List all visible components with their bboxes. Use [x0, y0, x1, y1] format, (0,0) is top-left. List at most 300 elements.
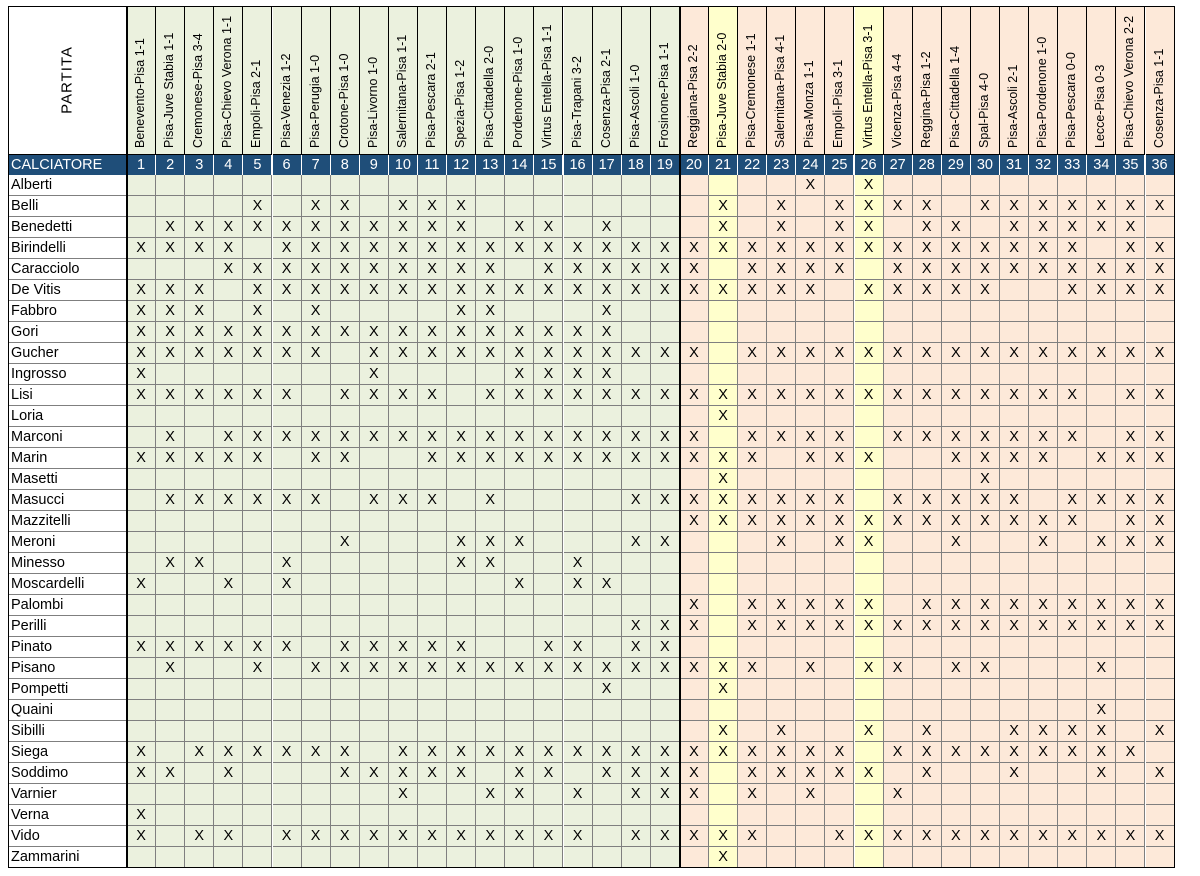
appearance-cell [622, 364, 651, 385]
appearance-cell [534, 700, 563, 721]
appearance-cell [156, 364, 185, 385]
appearance-cell [855, 637, 884, 658]
appearance-cell: X [942, 385, 971, 406]
appearance-cell [273, 679, 302, 700]
appearance-cell: X [331, 763, 360, 784]
appearance-cell [622, 511, 651, 532]
appearance-cell [185, 679, 214, 700]
appearance-cell: X [360, 322, 389, 343]
appearance-cell [214, 847, 243, 868]
appearance-cell [331, 490, 360, 511]
player-name: Marconi [8, 427, 127, 448]
appearance-cell: X [1116, 343, 1145, 364]
appearance-cell: X [302, 742, 331, 763]
appearance-cell [971, 637, 1000, 658]
appearance-cell: X [622, 490, 651, 511]
appearance-cell: X [534, 322, 563, 343]
appearance-cell [1146, 658, 1175, 679]
appearance-cell [505, 553, 534, 574]
match-name: Pisa-Chievo Verona 2-2 [1122, 15, 1137, 148]
appearance-cell [651, 511, 680, 532]
appearance-cell: X [622, 259, 651, 280]
appearance-cell [243, 406, 272, 427]
appearance-cell [243, 553, 272, 574]
match-number-26: 26 [855, 155, 884, 175]
appearance-cell [622, 301, 651, 322]
appearance-cell: X [1000, 196, 1029, 217]
appearance-cell: X [680, 343, 709, 364]
appearance-cell [447, 679, 476, 700]
appearance-cell [1058, 532, 1087, 553]
appearance-cell [971, 847, 1000, 868]
appearance-cell [855, 364, 884, 385]
appearance-cell [389, 448, 418, 469]
appearance-cell [214, 721, 243, 742]
appearance-cell [185, 469, 214, 490]
appearance-cell: X [564, 280, 593, 301]
appearance-cell: X [796, 784, 825, 805]
appearance-cell: X [738, 343, 767, 364]
appearance-cell: X [913, 826, 942, 847]
appearance-cell: X [855, 532, 884, 553]
partita-header [8, 6, 127, 155]
appearance-cell: X [331, 826, 360, 847]
appearance-cell [855, 553, 884, 574]
appearance-cell: X [942, 742, 971, 763]
appearance-cell: X [1029, 217, 1058, 238]
appearance-cell: X [1116, 217, 1145, 238]
appearance-cell: X [971, 259, 1000, 280]
appearance-cell [942, 406, 971, 427]
appearance-cell: X [825, 427, 854, 448]
appearance-cell [825, 847, 854, 868]
appearance-cell [302, 364, 331, 385]
appearance-cell: X [855, 448, 884, 469]
appearance-cell [855, 679, 884, 700]
appearance-cell: X [593, 364, 622, 385]
appearance-cell: X [389, 259, 418, 280]
appearance-cell: X [243, 385, 272, 406]
appearance-cell [767, 175, 796, 196]
appearance-cell [1029, 763, 1058, 784]
appearance-cell [767, 301, 796, 322]
appearance-cell [273, 175, 302, 196]
match-number-2: 2 [156, 155, 185, 175]
appearance-cell [534, 196, 563, 217]
appearance-cell: X [767, 721, 796, 742]
appearance-cell: X [796, 595, 825, 616]
appearance-cell: X [1000, 385, 1029, 406]
appearance-cell: X [1146, 343, 1175, 364]
appearance-cell [884, 322, 913, 343]
appearance-cell [1146, 805, 1175, 826]
player-name: Pinato [8, 637, 127, 658]
appearance-cell: X [942, 217, 971, 238]
appearance-cell [564, 301, 593, 322]
appearance-cell: X [913, 217, 942, 238]
appearance-cell [593, 553, 622, 574]
appearance-cell [418, 406, 447, 427]
appearance-cell: X [1116, 259, 1145, 280]
appearance-cell: X [534, 280, 563, 301]
appearance-cell [360, 616, 389, 637]
appearance-cell [505, 406, 534, 427]
appearance-cell [214, 658, 243, 679]
match-name: Spezia-Pisa 1-2 [453, 59, 468, 148]
appearance-cell: X [1087, 721, 1116, 742]
appearance-cell: X [476, 448, 505, 469]
appearance-cell [1029, 364, 1058, 385]
appearance-cell: X [243, 448, 272, 469]
appearance-cell [243, 826, 272, 847]
match-header-15 [534, 6, 563, 155]
appearance-cell [476, 616, 505, 637]
appearance-cell [680, 406, 709, 427]
appearance-cell [884, 448, 913, 469]
appearance-cell [651, 322, 680, 343]
match-name: Pisa-Juve Stabia 2-0 [715, 32, 730, 148]
appearance-cell: X [447, 553, 476, 574]
appearance-cell [331, 343, 360, 364]
match-name: Pisa-Livorno 1-0 [365, 56, 380, 148]
appearance-cell [331, 406, 360, 427]
appearance-cell [185, 511, 214, 532]
appearance-cell: X [709, 196, 738, 217]
appearance-cell: X [476, 280, 505, 301]
appearance-cell: X [738, 259, 767, 280]
appearance-cell [389, 511, 418, 532]
appearance-cell: X [418, 490, 447, 511]
appearance-cell [796, 364, 825, 385]
appearance-cell: X [185, 280, 214, 301]
appearance-cell [913, 469, 942, 490]
appearance-cell: X [1146, 385, 1175, 406]
appearance-cell: X [418, 196, 447, 217]
appearance-cell [273, 616, 302, 637]
appearance-cell [360, 175, 389, 196]
appearance-cell: X [447, 763, 476, 784]
appearance-cell: X [622, 637, 651, 658]
appearance-cell: X [680, 280, 709, 301]
appearance-cell: X [534, 364, 563, 385]
appearance-cell: X [855, 385, 884, 406]
appearance-cell: X [1087, 658, 1116, 679]
appearance-cell: X [156, 343, 185, 364]
appearance-cell: X [418, 280, 447, 301]
appearance-cell: X [1058, 427, 1087, 448]
appearance-cell: X [1058, 616, 1087, 637]
appearance-cell [1000, 637, 1029, 658]
match-number-4: 4 [214, 155, 243, 175]
match-number-31: 31 [1000, 155, 1029, 175]
appearance-cell: X [534, 238, 563, 259]
appearance-cell: X [1087, 196, 1116, 217]
appearance-cell: X [243, 490, 272, 511]
player-name: Soddimo [8, 763, 127, 784]
appearance-cell: X [1087, 259, 1116, 280]
appearance-cell: X [1000, 721, 1029, 742]
appearance-cell: X [913, 196, 942, 217]
appearance-cell [156, 595, 185, 616]
appearance-cell: X [476, 322, 505, 343]
appearance-cell: X [1000, 490, 1029, 511]
appearance-cell: X [738, 742, 767, 763]
appearance-cell [447, 490, 476, 511]
appearance-cell [796, 196, 825, 217]
appearance-cell [476, 721, 505, 742]
appearance-cell [971, 805, 1000, 826]
appearance-cell: X [738, 658, 767, 679]
appearance-cell: X [1029, 721, 1058, 742]
appearance-cell: X [855, 616, 884, 637]
appearance-cell: X [302, 826, 331, 847]
appearance-cell [593, 847, 622, 868]
appearance-cell: X [622, 616, 651, 637]
appearance-cell: X [593, 238, 622, 259]
appearance-cell: X [913, 280, 942, 301]
appearance-cell [564, 679, 593, 700]
appearance-cell: X [971, 427, 1000, 448]
appearance-cell [738, 700, 767, 721]
player-name: Alberti [8, 175, 127, 196]
appearance-cell [651, 406, 680, 427]
appearance-cell [273, 448, 302, 469]
match-number-34: 34 [1087, 155, 1116, 175]
match-number-32: 32 [1029, 155, 1058, 175]
appearance-cell: X [738, 238, 767, 259]
appearance-cell [476, 679, 505, 700]
appearance-cell: X [243, 217, 272, 238]
appearance-cell: X [942, 259, 971, 280]
appearance-cell: X [505, 343, 534, 364]
appearance-cell: X [360, 238, 389, 259]
appearance-cell [709, 364, 738, 385]
appearance-cell: X [156, 658, 185, 679]
appearance-cell [884, 679, 913, 700]
appearance-cell: X [476, 658, 505, 679]
appearance-cell [942, 784, 971, 805]
appearance-cell [389, 553, 418, 574]
match-header-36 [1146, 6, 1175, 155]
name-separator [126, 6, 128, 868]
appearance-cell: X [243, 742, 272, 763]
appearance-cell [796, 469, 825, 490]
appearance-cell: X [476, 238, 505, 259]
player-name: Masucci [8, 490, 127, 511]
appearance-cell: X [593, 259, 622, 280]
appearance-cell: X [331, 259, 360, 280]
match-header-24 [796, 6, 825, 155]
appearance-cell: X [127, 763, 156, 784]
appearance-cell [156, 175, 185, 196]
appearance-cell: X [593, 448, 622, 469]
match-header-8 [331, 6, 360, 155]
appearance-cell: X [855, 721, 884, 742]
appearance-cell: X [185, 742, 214, 763]
appearance-cell [505, 196, 534, 217]
appearance-cell: X [651, 637, 680, 658]
appearance-cell [680, 700, 709, 721]
appearance-cell [913, 553, 942, 574]
appearance-cell [447, 805, 476, 826]
appearance-cell: X [1058, 595, 1087, 616]
appearance-cell: X [447, 301, 476, 322]
match-number-8: 8 [331, 155, 360, 175]
appearance-cell: X [156, 280, 185, 301]
appearance-cell [825, 364, 854, 385]
appearance-cell [622, 700, 651, 721]
appearance-cell [243, 805, 272, 826]
appearance-cell: X [273, 343, 302, 364]
appearance-cell [709, 532, 738, 553]
appearance-cell: X [1087, 343, 1116, 364]
match-number-5: 5 [243, 155, 272, 175]
match-header-35 [1116, 6, 1145, 155]
appearance-cell [767, 406, 796, 427]
appearance-cell: X [447, 742, 476, 763]
player-name: Pompetti [8, 679, 127, 700]
match-name: Cosenza-Pisa 2-1 [598, 48, 613, 148]
appearance-cell [738, 322, 767, 343]
appearance-cell: X [389, 280, 418, 301]
appearance-cell [418, 301, 447, 322]
appearance-cell: X [1029, 196, 1058, 217]
appearance-cell [942, 322, 971, 343]
appearance-cell: X [564, 826, 593, 847]
appearance-cell [738, 637, 767, 658]
player-name: Perilli [8, 616, 127, 637]
appearance-cell [971, 322, 1000, 343]
appearance-cell [1058, 322, 1087, 343]
appearance-cell [622, 574, 651, 595]
appearance-cell [243, 532, 272, 553]
appearance-cell [156, 826, 185, 847]
appearance-cell [127, 658, 156, 679]
appearance-cell: X [1000, 742, 1029, 763]
player-name: Mazzitelli [8, 511, 127, 532]
appearance-cell: X [709, 217, 738, 238]
appearance-cell: X [185, 448, 214, 469]
appearance-cell [1000, 301, 1029, 322]
appearance-cell: X [767, 616, 796, 637]
appearance-cell: X [651, 532, 680, 553]
appearance-cell: X [418, 343, 447, 364]
appearance-cell [942, 196, 971, 217]
player-name: Gucher [8, 343, 127, 364]
appearance-cell [418, 175, 447, 196]
appearance-cell [534, 532, 563, 553]
match-header-22 [738, 6, 767, 155]
appearance-cell [185, 595, 214, 616]
appearance-cell: X [1146, 721, 1175, 742]
appearance-cell [1116, 574, 1145, 595]
appearance-cell [913, 784, 942, 805]
appearance-cell [1146, 637, 1175, 658]
appearance-cell [1058, 175, 1087, 196]
match-name: Frosinone-Pisa 1-1 [656, 42, 671, 148]
appearance-cell: X [505, 742, 534, 763]
match-number-14: 14 [505, 155, 534, 175]
appearance-cell: X [505, 217, 534, 238]
appearance-cell: X [913, 238, 942, 259]
appearance-cell: X [1087, 742, 1116, 763]
appearance-cell [767, 469, 796, 490]
appearance-cell: X [243, 280, 272, 301]
appearance-cell [1058, 364, 1087, 385]
match-number-20: 20 [680, 155, 709, 175]
appearance-cell [1029, 553, 1058, 574]
match-number-7: 7 [302, 155, 331, 175]
appearance-cell [505, 721, 534, 742]
appearance-cell [214, 595, 243, 616]
match-number-27: 27 [884, 155, 913, 175]
match-number-11: 11 [418, 155, 447, 175]
appearance-cell [680, 574, 709, 595]
appearance-cell: X [942, 448, 971, 469]
appearance-cell: X [709, 406, 738, 427]
appearance-cell: X [476, 259, 505, 280]
appearance-cell [651, 364, 680, 385]
appearance-cell: X [1058, 385, 1087, 406]
appearance-cell: X [709, 721, 738, 742]
appearance-cell [331, 469, 360, 490]
appearance-cell: X [651, 259, 680, 280]
appearance-cell: X [185, 322, 214, 343]
appearance-cell: X [214, 574, 243, 595]
appearance-cell [447, 385, 476, 406]
appearance-cell: X [127, 364, 156, 385]
appearance-cell [418, 511, 447, 532]
appearance-cell: X [855, 175, 884, 196]
appearance-cell [418, 532, 447, 553]
appearance-cell [825, 280, 854, 301]
appearance-cell [855, 574, 884, 595]
appearance-cell [214, 469, 243, 490]
appearance-cell: X [214, 448, 243, 469]
appearance-cell [709, 595, 738, 616]
appearance-cell: X [855, 826, 884, 847]
appearance-cell [593, 595, 622, 616]
match-header-32 [1029, 6, 1058, 155]
match-name: Pordenone-Pisa 1-0 [511, 36, 526, 148]
appearance-cell [243, 700, 272, 721]
appearance-cell [884, 406, 913, 427]
appearance-cell: X [855, 217, 884, 238]
appearance-cell [564, 595, 593, 616]
appearance-cell [855, 469, 884, 490]
appearance-cell [127, 217, 156, 238]
appearance-cell: X [709, 280, 738, 301]
appearance-cell [1116, 700, 1145, 721]
appearance-cell [796, 322, 825, 343]
appearance-cell: X [796, 427, 825, 448]
appearance-cell: X [505, 784, 534, 805]
appearance-cell [884, 301, 913, 322]
appearance-cell [1000, 574, 1029, 595]
appearance-cell: X [302, 658, 331, 679]
appearance-cell: X [1058, 280, 1087, 301]
appearance-cell: X [214, 742, 243, 763]
appearance-cell: X [738, 448, 767, 469]
appearance-cell [389, 532, 418, 553]
appearance-cell [302, 763, 331, 784]
match-number-35: 35 [1116, 155, 1145, 175]
appearance-cell: X [884, 490, 913, 511]
appearance-cell [913, 658, 942, 679]
appearance-cell: X [389, 490, 418, 511]
appearance-cell: X [622, 658, 651, 679]
appearance-cell: X [156, 217, 185, 238]
